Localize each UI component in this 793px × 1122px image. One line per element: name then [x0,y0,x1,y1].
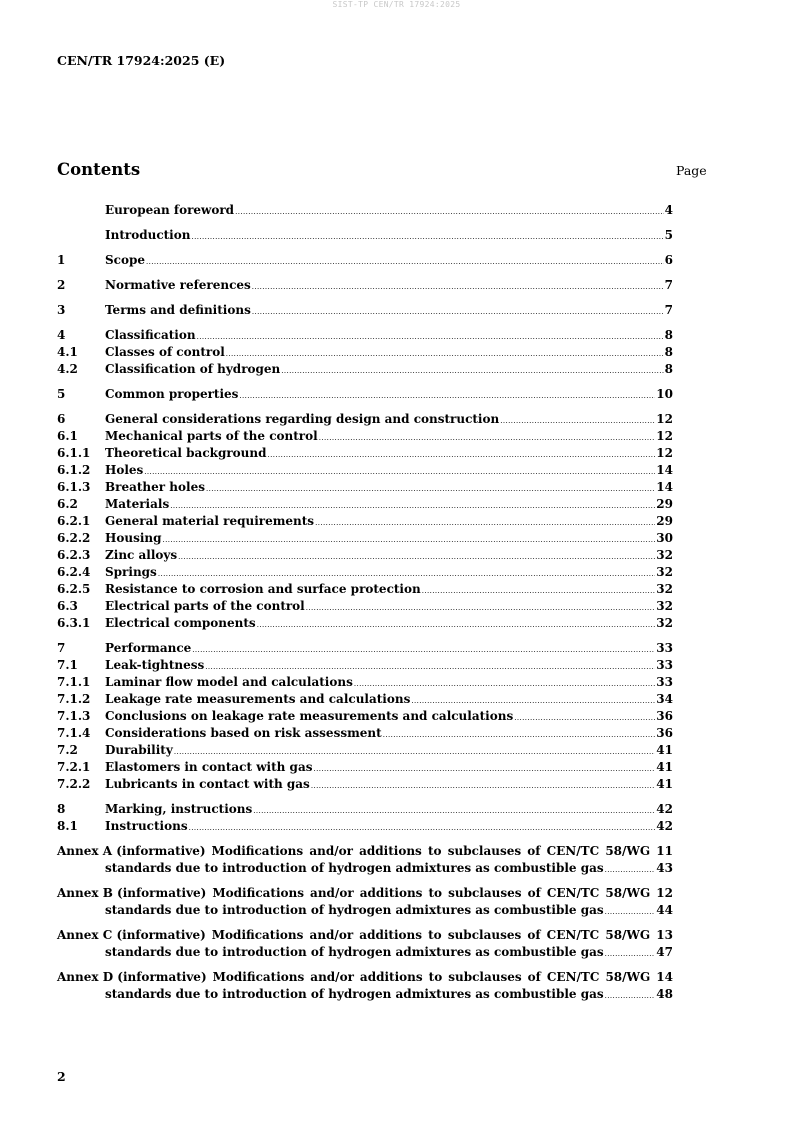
toc-entry-title[interactable]: Theoretical background [105,446,267,460]
toc-annex-line2 [57,902,673,919]
toc-leader-dots [235,204,664,221]
toc-entry-title[interactable]: Terms and definitions [105,303,251,317]
toc-entry-title[interactable]: Durability [105,743,173,757]
toc-entry[interactable] [57,776,673,793]
toc-entry-number: 6.2 [57,497,78,511]
toc-entry[interactable] [57,674,673,691]
toc-entry[interactable] [57,277,673,294]
toc-entry-title[interactable]: Classes of control [105,345,225,359]
toc-entry-number: 6.1.3 [57,480,91,494]
toc-annex-page: 43 [656,861,673,875]
page-number: 2 [57,1069,66,1084]
toc-entry-number: 7 [57,641,66,655]
toc-entry-page: 6 [664,253,673,267]
toc-entry[interactable] [57,759,673,776]
toc-entry-page: 12 [656,446,673,460]
toc-entry-title[interactable]: Performance [105,641,192,655]
toc-leader-dots [311,778,655,795]
toc-entry-number: 8.1 [57,819,78,833]
toc-entry-title[interactable]: Normative references [105,278,251,292]
toc-entry-title[interactable]: Lubricants in contact with gas [105,777,310,791]
page-column-label: Page [676,163,707,178]
toc-entry-number: 6.2.3 [57,548,91,562]
toc-entry-page: 12 [656,429,673,443]
toc-entry[interactable] [57,202,673,219]
document-id: CEN/TR 17924:2025 (E) [57,53,226,68]
toc-entry[interactable] [57,640,673,657]
toc-entry-number: 6.3.1 [57,616,91,630]
toc-entry-page: 14 [656,480,673,494]
toc-entry-page: 41 [656,743,673,757]
toc-leader-dots [500,413,655,430]
toc-entry[interactable] [57,361,673,378]
toc-entry-number: 4 [57,328,66,342]
toc-leader-dots [514,710,655,727]
toc-annex-title-line2[interactable]: standards due to introduction of hydrogen admixtures as combustible gas [105,987,604,1001]
toc-entry-number: 7.2.2 [57,777,91,791]
toc-entry-page: 12 [656,412,673,426]
toc-entry[interactable] [57,547,673,564]
toc-entry-title[interactable]: Elastomers in contact with gas [105,760,313,774]
toc-entry[interactable] [57,227,673,244]
toc-annex-title-line2[interactable]: standards due to introduction of hydrogen admixtures as combustible gas [105,903,604,917]
toc-entry-title[interactable]: Springs [105,565,157,579]
toc-entry-number: 4.2 [57,362,78,376]
toc-entry-number: 6.2.1 [57,514,91,528]
toc-entry[interactable] [57,691,673,708]
toc-entry-page: 7 [664,303,673,317]
toc-entry[interactable] [57,445,673,462]
toc-leader-dots [605,988,656,1005]
toc-annex-title-line2[interactable]: standards due to introduction of hydrogen admixtures as combustible gas [105,945,604,959]
toc-entry-title[interactable]: Marking, instructions [105,802,253,816]
toc-entry-number: 2 [57,278,66,292]
toc-entry-page: 33 [656,658,673,672]
toc-annex-label[interactable]: Annex B (informative) [57,886,207,900]
toc-annex-line2 [57,860,673,877]
toc-entry[interactable] [57,428,673,445]
toc-entry-page: 42 [656,819,673,833]
toc-annex-title-line1[interactable]: Modifications and/or additions to subclauses of CEN/TC 58/WG 13 [211,928,673,942]
toc-annex-line2 [57,986,673,1003]
toc-entry-page: 30 [656,531,673,545]
toc-entry-page: 14 [656,463,673,477]
toc-leader-dots [191,229,663,246]
toc-entry-number: 7.1 [57,658,78,672]
toc-annex-entry[interactable] [57,927,673,961]
toc-entry[interactable] [57,564,673,581]
toc-entry-page: 42 [656,802,673,816]
toc-leader-dots [605,862,656,879]
toc-leader-dots [192,642,655,659]
toc-entry-title[interactable]: Conclusions on leakage rate measurements and calculations [105,709,514,723]
toc-leader-dots [163,532,656,549]
toc-entry-number: 4.1 [57,345,78,359]
toc-leader-dots [383,727,656,744]
toc-entry[interactable] [57,742,673,759]
toc-annex-page: 44 [656,903,673,917]
toc-leader-dots [605,904,656,921]
toc-entry-title[interactable]: Zinc alloys [105,548,178,562]
toc-entry-title[interactable]: General material requirements [105,514,315,528]
toc-leader-dots [257,617,656,634]
toc-entry-number: 7.1.4 [57,726,91,740]
toc-annex-entry[interactable] [57,885,673,919]
toc-entry-page: 32 [656,599,673,613]
toc-entry[interactable] [57,708,673,725]
toc-entry-number: 6.3 [57,599,78,613]
toc-entry[interactable] [57,462,673,479]
toc-entry-page: 5 [664,228,673,242]
toc-entry-title[interactable]: Instructions [105,819,188,833]
toc-entry-page: 4 [664,203,673,217]
toc-entry-number: 7.1.2 [57,692,91,706]
toc-annex-title-line1[interactable]: Modifications and/or additions to subclauses of CEN/TC 58/WG 12 [212,886,673,900]
toc-entry[interactable] [57,615,673,632]
toc-entry-number: 6.2.2 [57,531,91,545]
toc-entry-number: 7.2.1 [57,760,91,774]
toc-entry-title[interactable]: Common properties [105,387,239,401]
toc-entry-page: 36 [656,726,673,740]
toc-leader-dots [252,279,664,296]
toc-entry-number: 7.1.1 [57,675,91,689]
toc-entry-title[interactable]: Breather holes [105,480,205,494]
toc-entry[interactable] [57,302,673,319]
toc-entry-page: 32 [656,548,673,562]
toc-leader-dots [319,430,656,447]
toc-annex-line1 [57,885,673,902]
toc-entry-number: 8 [57,802,66,816]
toc-entry-number: 6.2.5 [57,582,91,596]
toc-entry-number: 6 [57,412,66,426]
toc-entry-page: 29 [656,497,673,511]
toc-entry[interactable] [57,598,673,615]
toc-entry-title[interactable]: General considerations regarding design and construction [105,412,500,426]
toc-entry-page: 32 [656,582,673,596]
toc-entry-page: 8 [664,328,673,342]
toc-leader-dots [268,447,656,464]
toc-entry-page: 10 [656,387,673,401]
toc-annex-label[interactable]: Annex A (informative) [57,844,206,858]
toc-annex-title-line2[interactable]: standards due to introduction of hydrogen admixtures as combustible gas [105,861,604,875]
toc-leader-dots [206,481,655,498]
toc-entry-number: 6.1.1 [57,446,91,460]
toc-leader-dots [253,803,655,820]
toc-entry[interactable] [57,818,673,835]
toc-entry-page: 34 [656,692,673,706]
toc-entry[interactable] [57,252,673,269]
toc-entry-title[interactable]: Resistance to corrosion and surface protection [105,582,421,596]
toc-entry[interactable] [57,657,673,674]
toc-annex-label[interactable]: Annex C (informative) [57,928,206,942]
toc-entry[interactable] [57,411,673,428]
toc-entry[interactable] [57,344,673,361]
toc-entry-page: 8 [664,362,673,376]
toc-entry-title[interactable]: Leak-tightness [105,658,205,672]
toc-entry-title[interactable]: Classification of hydrogen [105,362,281,376]
toc-entry-number: 6.2.4 [57,565,91,579]
toc-entry-title[interactable]: Laminar flow model and calculations [105,675,353,689]
toc-leader-dots [197,329,664,346]
toc-entry-page: 33 [656,675,673,689]
toc-leader-dots [189,820,656,837]
toc-entry-title[interactable]: Holes [105,463,144,477]
watermark-text: SIST-TP CEN/TR 17924:2025 [332,0,461,9]
toc-entry[interactable] [57,479,673,496]
toc-entry-page: 7 [664,278,673,292]
toc-entry[interactable] [57,530,673,547]
toc-leader-dots [226,346,664,363]
toc-leader-dots [605,946,656,963]
toc-entry-page: 32 [656,565,673,579]
toc-entry-number: 1 [57,253,66,267]
table-of-contents [57,202,673,1003]
toc-annex-label[interactable]: Annex D (informative) [57,970,207,984]
toc-annex-entry[interactable] [57,843,673,877]
toc-entry-number: 6.1.2 [57,463,91,477]
toc-entry-page: 33 [656,641,673,655]
toc-entry-page: 8 [664,345,673,359]
toc-entry-title[interactable]: Electrical components [105,616,256,630]
toc-entry-title[interactable]: Leakage rate measurements and calculations [105,692,411,706]
toc-annex-line1 [57,969,673,986]
toc-entry-title[interactable]: Introduction [105,228,191,242]
toc-leader-dots [281,363,663,380]
toc-leader-dots [313,761,655,778]
contents-heading: Contents [57,160,141,179]
toc-entry-page: 41 [656,760,673,774]
toc-leader-dots [239,388,655,405]
toc-annex-page: 48 [656,987,673,1001]
toc-entry[interactable] [57,581,673,598]
toc-entry-title[interactable]: Materials [105,497,170,511]
toc-entry-title[interactable]: Electrical parts of the control [105,599,305,613]
toc-entry-page: 32 [656,616,673,630]
toc-entry-title[interactable]: European foreword [105,203,235,217]
toc-entry-number: 5 [57,387,66,401]
toc-leader-dots [306,600,656,617]
toc-leader-dots [146,254,664,271]
toc-annex-line2 [57,944,673,961]
toc-entry[interactable] [57,327,673,344]
toc-entry-number: 7.2 [57,743,78,757]
toc-entry[interactable] [57,801,673,818]
toc-entry[interactable] [57,513,673,530]
toc-entry[interactable] [57,386,673,403]
toc-entry-page: 29 [656,514,673,528]
toc-annex-page: 47 [656,945,673,959]
toc-entry[interactable] [57,496,673,513]
toc-annex-line1 [57,927,673,944]
toc-entry-title[interactable]: Classification [105,328,196,342]
toc-leader-dots [315,515,655,532]
toc-entry-page: 41 [656,777,673,791]
toc-entry-number: 7.1.3 [57,709,91,723]
toc-leader-dots [178,549,655,566]
toc-entry-title[interactable]: Scope [105,253,146,267]
toc-annex-entry[interactable] [57,969,673,1003]
toc-annex-title-line1[interactable]: Modifications and/or additions to subclauses of CEN/TC 58/WG 11 [211,844,673,858]
toc-entry-number: 3 [57,303,66,317]
toc-leader-dots [144,464,655,481]
toc-entry-title[interactable]: Considerations based on risk assessment [105,726,382,740]
toc-entry-page: 36 [656,709,673,723]
toc-annex-line1 [57,843,673,860]
toc-entry-title[interactable]: Housing [105,531,162,545]
toc-entry-title[interactable]: Mechanical parts of the control [105,429,318,443]
toc-leader-dots [252,304,664,321]
toc-entry-number: 6.1 [57,429,78,443]
toc-annex-title-line1[interactable]: Modifications and/or additions to subclauses of CEN/TC 58/WG 14 [212,970,673,984]
toc-leader-dots [422,583,656,600]
toc-entry[interactable] [57,725,673,742]
